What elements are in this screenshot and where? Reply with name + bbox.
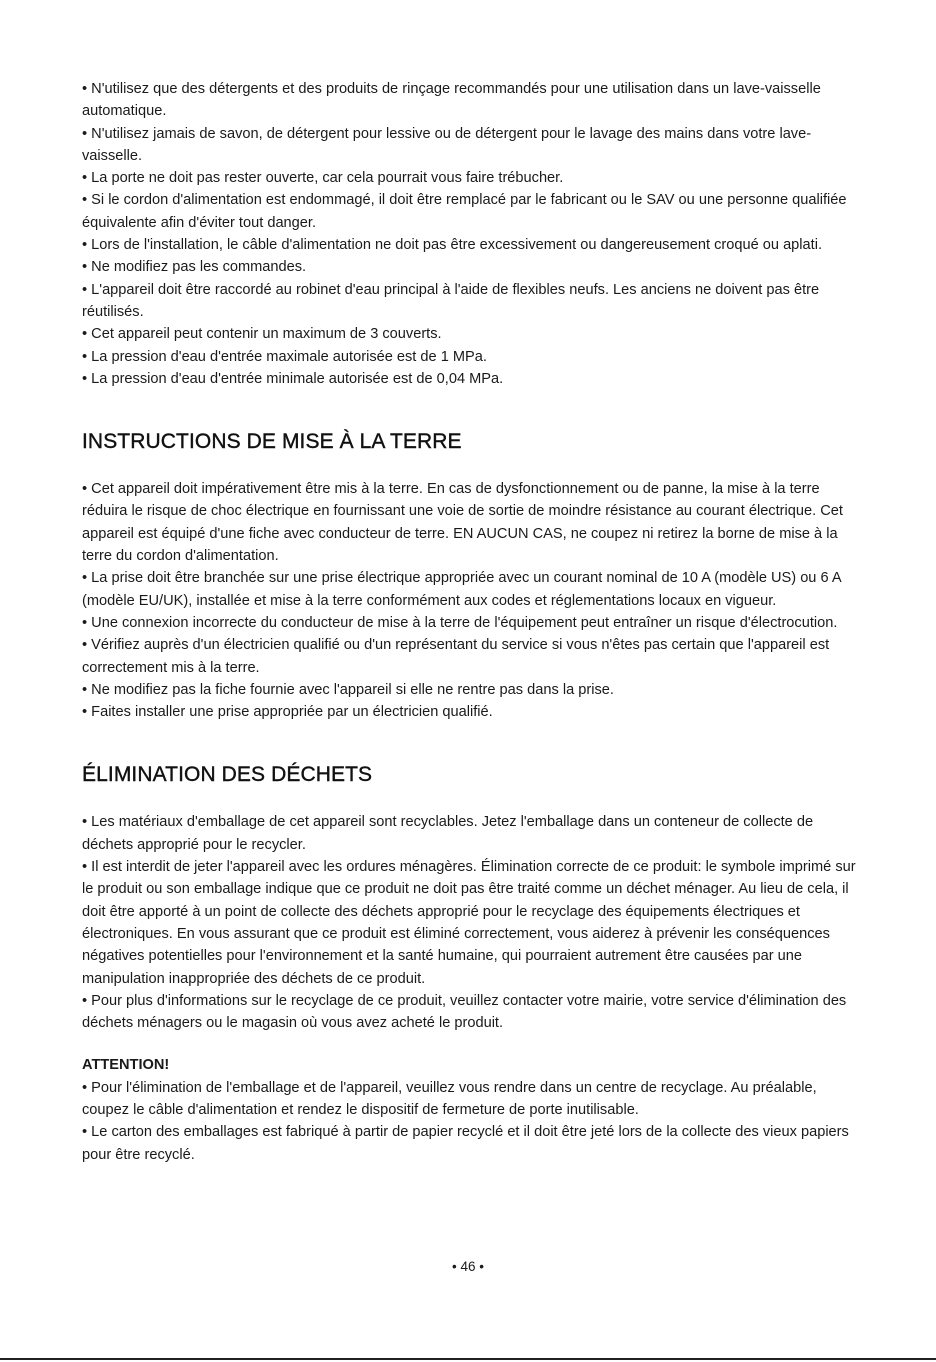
list-item: • Vérifiez auprès d'un électricien qualifié ou d'un représentant du service si vous n'êtes pas certain que l'appareil est correctement mis à la terre.	[82, 637, 830, 676]
intro-instructions	[82, 78, 862, 390]
attention-instructions	[82, 1077, 862, 1166]
disposal-instructions	[82, 811, 862, 1034]
list-item: • Une connexion incorrecte du conducteur de mise à la terre de l'équipement peut entraîner un risque d'électrocution.	[82, 614, 838, 631]
list-item: • Lors de l'installation, le câble d'alimentation ne doit pas être excessivement ou dangereusement croqué ou aplati.	[82, 237, 823, 254]
list-item: • Les matériaux d'emballage de cet appareil sont recyclables. Jetez l'emballage dans un conteneur de collecte de déchets approprié pour le recycler.	[82, 814, 814, 853]
list-item: • N'utilisez que des détergents et des produits de rinçage recommandés pour une utilisation dans un lave-vaisselle automatique.	[82, 81, 821, 120]
page-number: • 46 •	[452, 1259, 484, 1274]
attention-label: ATTENTION!	[82, 1057, 170, 1074]
list-item: • Pour plus d'informations sur le recyclage de ce produit, veuillez contacter votre mairie, votre service d'élimination des déchets ménagers ou le magasin où vous avez acheté le produit.	[82, 992, 847, 1032]
list-item: • Cet appareil peut contenir un maximum de 3 couverts.	[82, 326, 442, 343]
section-heading-grounding: INSTRUCTIONS DE MISE À LA TERRE	[82, 430, 462, 454]
list-item: • La pression d'eau d'entrée minimale autorisée est de 0,04 MPa.	[82, 370, 504, 387]
bottom-divider	[0, 1358, 936, 1360]
list-item: • Si le cordon d'alimentation est endommagé, il doit être remplacé par le fabricant ou le SAV ou une personne qualifiée équivalente afin d'éviter tout danger.	[82, 192, 847, 231]
list-item: • Le carton des emballages est fabriqué à partir de papier recyclé et il doit être jeté lors de la collecte des vieux papiers pour être recyclé.	[82, 1124, 849, 1163]
list-item: • La pression d'eau d'entrée maximale autorisée est de 1 MPa.	[82, 348, 487, 365]
list-item: • Ne modifiez pas les commandes.	[82, 259, 307, 276]
list-item: • L'appareil doit être raccordé au robinet d'eau principal à l'aide de flexibles neufs. Les anciens ne doivent pas être réutilisés.	[82, 281, 820, 320]
list-item: • Il est interdit de jeter l'appareil avec les ordures ménagères. Élimination correcte de ce produit: le symbole imprimé sur le produit ou son emballage indique que ce produit ne doit pas être traité comme un déchet ménager. Au lieu de cela, il doit être apporté à un point de collecte des déchets approprié pour le recyclage des équipements électriques et électroniques. En vous assurant que ce produit est éliminé correctement, vous aiderez à prévenir les conséquences négatives potentielles pour l'environnement et la santé humaine, qui pourraient autrement être causées par une manipulation inappropriée des déchets de ce produit.	[82, 859, 856, 987]
grounding-instructions	[82, 478, 862, 723]
document-page	[82, 78, 862, 1166]
list-item: • La prise doit être branchée sur une prise électrique appropriée avec un courant nominal de 10 A (modèle US) ou 6 A (modèle EU/UK), installée et mise à la terre conformément aux codes et réglementations locaux en vigueur.	[82, 570, 841, 609]
list-item: • Ne modifiez pas la fiche fournie avec l'appareil si elle ne rentre pas dans la prise.	[82, 681, 614, 698]
list-item: • N'utilisez jamais de savon, de détergent pour lessive ou de détergent pour le lavage des mains dans votre lave-vaisselle.	[82, 125, 812, 164]
list-item: • La porte ne doit pas rester ouverte, car cela pourrait vous faire trébucher.	[82, 170, 564, 187]
list-item: • Faites installer une prise appropriée par un électricien qualifié.	[82, 704, 493, 721]
list-item: • Pour l'élimination de l'emballage et de l'appareil, veuillez vous rendre dans un centre de recyclage. Au préalable, coupez le câble d'alimentation et rendez le dispositif de fermeture de porte inutilisable.	[82, 1079, 817, 1118]
list-item: • Cet appareil doit impérativement être mis à la terre. En cas de dysfonctionnement ou de panne, la mise à la terre réduira le risque de choc électrique en fournissant une voie de sortie de moindre résistance au courant électrique. Cet appareil est équipé d'une fiche avec conducteur de terre. EN AUCUN CAS, ne coupez ni retirez la borne de mise à la terre du cordon d'alimentation.	[82, 481, 843, 565]
section-heading-disposal: ÉLIMINATION DES DÉCHETS	[82, 763, 373, 787]
